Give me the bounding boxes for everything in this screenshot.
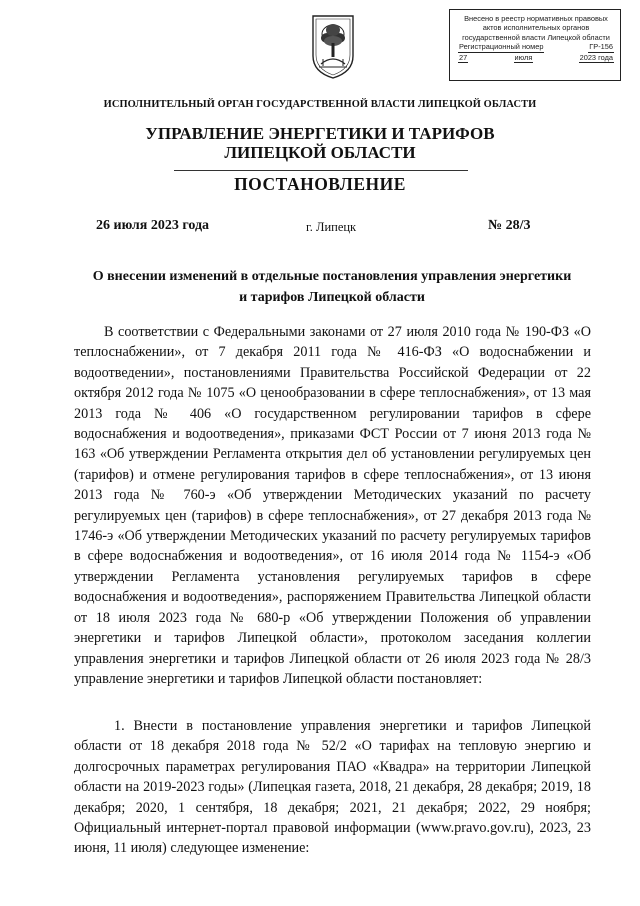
stamp-reg-number: ГР-156 <box>589 42 613 52</box>
document-city: г. Липецк <box>306 220 357 234</box>
stamp-line-2: актов исполнительных органов <box>482 23 590 33</box>
subject-line-2: и тарифов Липецкой области <box>239 290 425 305</box>
preamble-paragraph: В соответствии с Федеральными законами от 27 июля 2010 года № 190-ФЗ «О теплоснабжении», от 7 декабря 2011 года № 416-ФЗ «О водоснабжении и водоотведении», постановлениями Правительства Российской Федерации от 22 октября 2012 года № 1075 «О ценообразовании в сфере теплоснабжения», от 13 мая 2013 года № 406 «О государственном регулировании тарифов в сфере водоснабжения и водоотведения», приказами ФСТ России от 7 июня 2013 года № 163 «Об утверждении Регламента открытия дел об установлении регулируемых цен (тарифов) и отмене регулирования тарифов в сфере теплоснабжения», от 13 июня 2013 года № 760-э «Об утверждении Методических указаний по расчету регулируемых цен (тарифов) в сфере теплоснабжения», от 27 декабря 2013 года № 1746-э «Об утверждении Методических указаний по расчету регулируемых тарифов в сфере водоснабжения и водоотведения», от 16 июля 2014 года № 1154-э «Об утверждении Регламента установления регулируемых тарифов в сфере водоснабжения и водоотведения», распоряжением Правительства Липецкой области от 18 июля 2023 года № 680-р «Об утверждении Положения об управлении энергетики и тарифов Липецкой области», протоколом заседания коллегии управления энергетики и тарифов Липецкой области от 26 июля 2023 года № 28/3 управление энергетики и тарифов Липецкой области постановляет: <box>74 324 591 687</box>
document-date: 26 июля 2023 года <box>96 218 210 233</box>
header-divider <box>174 170 468 171</box>
organization-title-line-2: ЛИПЕЦКОЙ ОБЛАСТИ <box>224 143 416 162</box>
stamp-line-1: Внесено в реестр нормативных правовых <box>464 14 608 23</box>
registration-stamp <box>449 9 621 81</box>
stamp-month: июля <box>514 52 533 62</box>
stamp-date-row <box>458 53 614 63</box>
organization-title-line-1: УПРАВЛЕНИЕ ЭНЕРГЕТИКИ И ТАРИФОВ <box>145 124 495 143</box>
authority-heading: ИСПОЛНИТЕЛЬНЫЙ ОРГАН ГОСУДАРСТВЕННОЙ ВЛАСТИ ЛИПЕЦКОЙ ОБЛАСТИ <box>103 99 537 110</box>
document-type: ПОСТАНОВЛЕНИЕ <box>234 174 406 194</box>
stamp-registration-row <box>458 42 614 52</box>
stamp-reg-label: Регистрационный номер <box>459 42 544 52</box>
stamp-year: 2023 года <box>579 52 613 62</box>
stamp-line-3: государственной власти Липецкой области <box>462 32 610 42</box>
document-subject <box>72 266 592 308</box>
document-number: № 28/3 <box>488 218 531 233</box>
organization-title <box>0 124 640 162</box>
subject-line-1: О внесении изменений в отдельные постановления управления энергетики <box>92 269 572 284</box>
stamp-day: 27 <box>459 52 468 62</box>
clause-1-paragraph: 1. Внести в постановление управления энергетики и тарифов Липецкой области от 18 декабря 2018 года № 52/2 «О тарифах на тепловую энергию и долгосрочных параметрах регулирования ПАО «Квадра» на территории Липецкой области на 2019-2023 годы» (Липецкая газета, 2018, 21 декабря, 28 декабря; 2019, 18 декабря; 2020, 1 сентября, 18 декабря; 2021, 21 декабря; 2022, 29 ноября; Официальный интернет-портал правовой информации (www.pravo.gov.ru), 2023, 23 июня, 11 июля) следующее изменение: <box>74 718 591 857</box>
coat-of-arms-emblem <box>311 14 355 80</box>
